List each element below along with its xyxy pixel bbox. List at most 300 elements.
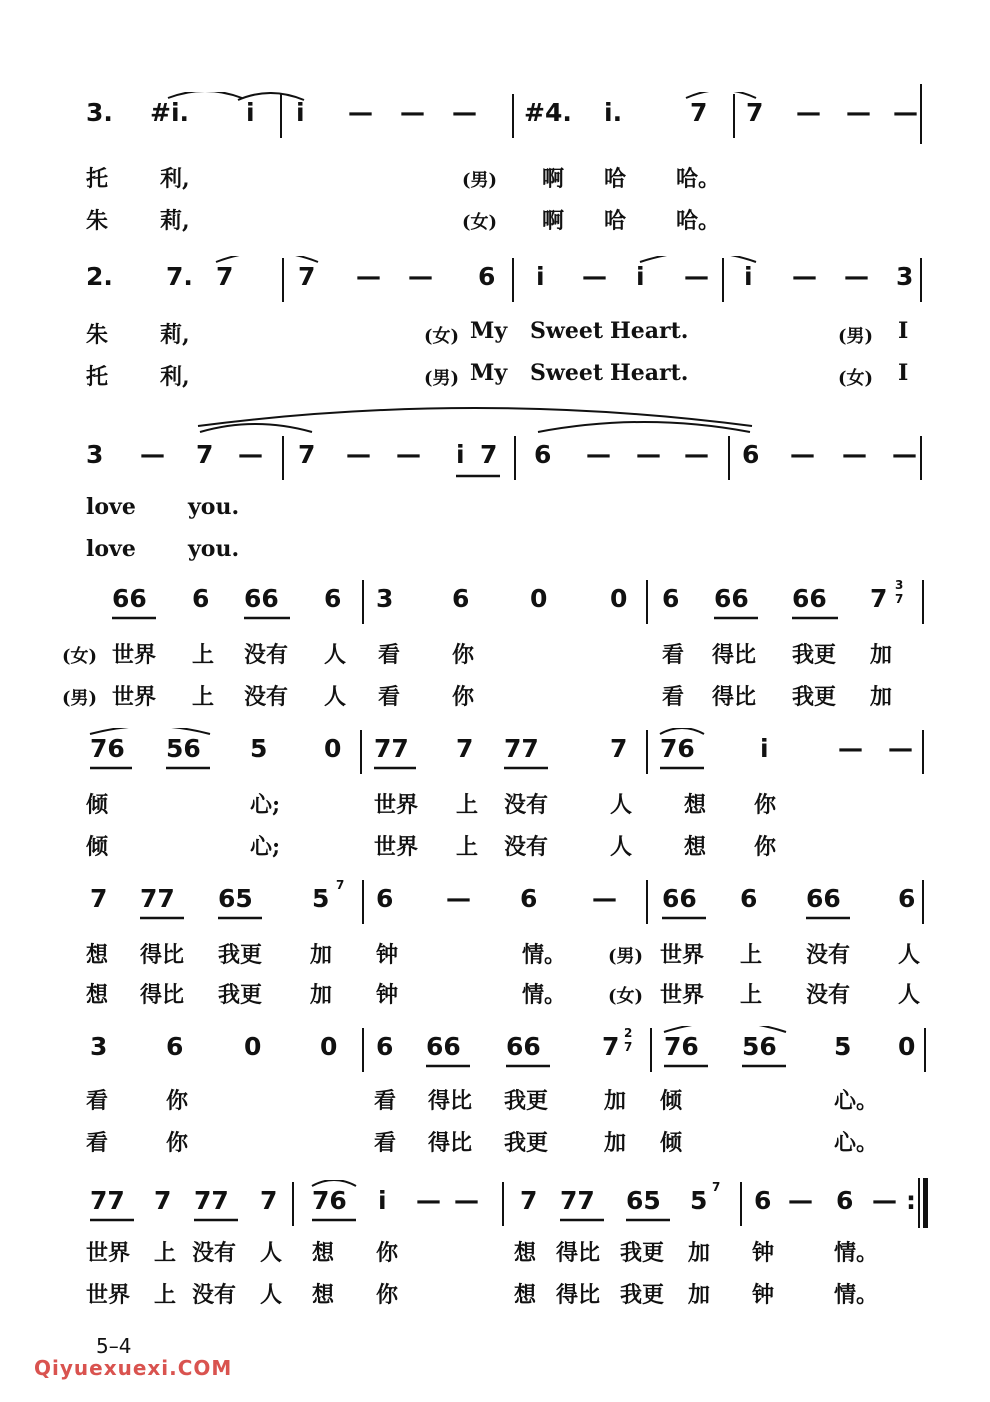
lyric: 世界 (660, 982, 705, 1008)
lyric: you. (188, 536, 240, 562)
lyric: 你 (376, 1240, 399, 1266)
lyric: 加 (310, 942, 333, 968)
lyric: you. (188, 494, 240, 520)
lyric-line-1 (0, 1078, 990, 1118)
note: 66 (792, 584, 827, 613)
notes-row (0, 578, 990, 626)
note: 77 (194, 1186, 229, 1215)
note: 3 (86, 440, 104, 469)
lyric: 朱 (86, 322, 109, 348)
lyric: 钟 (752, 1282, 775, 1308)
lyric: 得比 (140, 982, 185, 1008)
lyric: 加 (604, 1088, 627, 1114)
note: 0 (244, 1032, 262, 1061)
note: 76 (660, 734, 695, 763)
barline (362, 880, 364, 924)
note: 0 (530, 584, 548, 613)
note: i (744, 262, 753, 291)
dash: — (452, 98, 477, 127)
lyric-line-1 (0, 1230, 990, 1270)
note: 3 (376, 584, 394, 613)
lyric: 上 (740, 982, 763, 1008)
lyric: 人 (324, 642, 347, 668)
lyric: 钟 (376, 982, 399, 1008)
note: 7 (298, 440, 316, 469)
note: i (246, 98, 255, 127)
note: 0 (898, 1032, 916, 1061)
dash: — (684, 262, 709, 291)
lyric: 加 (870, 684, 893, 710)
note: 76 (312, 1186, 347, 1215)
lyric: 你 (166, 1130, 189, 1156)
grace-note: 2 (624, 1026, 633, 1040)
lyric: 得比 (556, 1240, 601, 1266)
barline (650, 1028, 652, 1072)
lyric: 没有 (192, 1282, 237, 1308)
barline (282, 258, 284, 302)
lyric: 加 (310, 982, 333, 1008)
lyric: 世界 (112, 642, 157, 668)
page-number: 5–4 (96, 1334, 132, 1358)
lyric: 你 (376, 1282, 399, 1308)
lyric: 没有 (244, 642, 289, 668)
lyric: (女) (462, 212, 498, 233)
lyric: love (86, 494, 136, 520)
note: 6 (192, 584, 210, 613)
lyric: 倾 (86, 792, 109, 818)
note: 7. (166, 262, 193, 291)
dash: — (796, 98, 821, 127)
grace-note: 7 (895, 592, 904, 606)
dash: — (446, 884, 471, 913)
dash: — (582, 262, 607, 291)
lyric: 世界 (660, 942, 705, 968)
note: 66 (506, 1032, 541, 1061)
note: 3. (86, 98, 113, 127)
lyric: 情。 (834, 1240, 879, 1266)
notes-row (0, 434, 990, 482)
lyric: 想 (312, 1282, 335, 1308)
barline (920, 436, 922, 480)
barline (502, 1182, 504, 1226)
lyric: 莉, (160, 208, 190, 234)
lyric: 心; (250, 792, 281, 818)
dash: — (408, 262, 433, 291)
lyric: 托 (86, 166, 109, 192)
note: 6 (898, 884, 916, 913)
notes-row (0, 878, 990, 926)
lyric: 心; (250, 834, 281, 860)
note: 6 (520, 884, 538, 913)
lyric: 你 (452, 642, 475, 668)
note: 7 (610, 734, 628, 763)
lyric-line-male (0, 354, 990, 394)
dash: — (788, 1186, 813, 1215)
lyric: 得比 (428, 1088, 473, 1114)
repeat-sign: : (906, 1186, 916, 1215)
lyric-line-male (0, 156, 990, 196)
lyric-line-2 (0, 1120, 990, 1160)
barline (728, 436, 730, 480)
lyric: 看 (378, 684, 401, 710)
lyric: 你 (754, 792, 777, 818)
lyric: 没有 (806, 982, 851, 1008)
lyric: 加 (870, 642, 893, 668)
note: 66 (244, 584, 279, 613)
note: 6 (324, 584, 342, 613)
notes-row (0, 1180, 990, 1228)
lyric: 情。 (834, 1282, 879, 1308)
lyric-line-female (0, 198, 990, 238)
note: 7 (154, 1186, 172, 1215)
grace-note: 7 (336, 878, 345, 892)
lyric: 上 (456, 834, 479, 860)
lyric: 没有 (244, 684, 289, 710)
lyric: 上 (154, 1282, 177, 1308)
lyric: 我更 (218, 982, 263, 1008)
note: 7 (90, 884, 108, 913)
note: 6 (754, 1186, 772, 1215)
lyric: 看 (86, 1130, 109, 1156)
dash: — (238, 440, 263, 469)
note: 5 (690, 1186, 708, 1215)
lyric: 我更 (792, 684, 837, 710)
lyric: 啊 (542, 208, 565, 234)
lyric: 得比 (556, 1282, 601, 1308)
note: 56 (166, 734, 201, 763)
note: i. (604, 98, 623, 127)
note: 7 (602, 1032, 620, 1061)
lyric: 朱 (86, 208, 109, 234)
lyric: 上 (192, 684, 215, 710)
lyric: 想 (684, 792, 707, 818)
lyric: 人 (260, 1282, 283, 1308)
lyric: 看 (662, 684, 685, 710)
lyric: 心。 (834, 1088, 879, 1114)
lyric: 世界 (374, 792, 419, 818)
underlines (0, 578, 990, 626)
dash: — (790, 440, 815, 469)
lyric: love (86, 536, 136, 562)
lyric: 我更 (504, 1130, 549, 1156)
barline (733, 94, 735, 138)
lyric-line-2 (0, 972, 990, 1012)
lyric: 想 (514, 1282, 537, 1308)
barline (646, 730, 648, 774)
note: 65 (626, 1186, 661, 1215)
note: 76 (90, 734, 125, 763)
lyric: 想 (86, 982, 109, 1008)
note: 7 (746, 98, 764, 127)
lyric: 利, (160, 364, 190, 390)
lyric: 我更 (620, 1240, 665, 1266)
lyric: 人 (898, 942, 921, 968)
note: 7 (520, 1186, 538, 1215)
lyric-line-1 (0, 782, 990, 822)
dash: — (346, 440, 371, 469)
barline (646, 580, 648, 624)
lyric: Heart. (610, 318, 689, 344)
dash: — (454, 1186, 479, 1215)
lyric: (男) (838, 326, 874, 347)
note: i (636, 262, 645, 291)
lyric: (男) (424, 368, 460, 389)
barline (740, 1182, 742, 1226)
lyric-line-female (0, 632, 990, 672)
lyric: 看 (662, 642, 685, 668)
note: 5 (250, 734, 268, 763)
lyric: 你 (754, 834, 777, 860)
barline-end (918, 1178, 920, 1228)
note: 7 (870, 584, 888, 613)
note: 66 (426, 1032, 461, 1061)
note: 7 (480, 440, 498, 469)
lyric: 钟 (752, 1240, 775, 1266)
lyric: 倾 (86, 834, 109, 860)
note: 0 (324, 734, 342, 763)
lyric: 托 (86, 364, 109, 390)
slurs (0, 92, 990, 140)
dash: — (636, 440, 661, 469)
lyric: 世界 (86, 1282, 131, 1308)
lyric: (男) (62, 688, 98, 709)
lyric: 没有 (192, 1240, 237, 1266)
lyric: Heart. (610, 360, 689, 386)
note: 65 (218, 884, 253, 913)
note: i (536, 262, 545, 291)
lyric: 得比 (140, 942, 185, 968)
note: 66 (714, 584, 749, 613)
lyric: 想 (312, 1240, 335, 1266)
note: 3 (896, 262, 914, 291)
dash: — (356, 262, 381, 291)
lyric: 哈 (604, 208, 627, 234)
lyric: 利, (160, 166, 190, 192)
lyric: 看 (378, 642, 401, 668)
lyric: 得比 (712, 684, 757, 710)
lyric-line-male (0, 674, 990, 714)
lyric: I (898, 360, 909, 386)
lyric: 想 (514, 1240, 537, 1266)
lyric: 我更 (218, 942, 263, 968)
note: 77 (504, 734, 539, 763)
lyric: 加 (688, 1240, 711, 1266)
note: 5 (312, 884, 330, 913)
lyric: 情。 (522, 942, 567, 968)
lyric-line-1 (0, 488, 990, 528)
barline (292, 1182, 294, 1226)
note: i (760, 734, 769, 763)
lyric: (女) (838, 368, 874, 389)
barline (362, 1028, 364, 1072)
note: 6 (742, 440, 760, 469)
barline (280, 94, 282, 138)
note: 66 (662, 884, 697, 913)
note: #i. (150, 98, 190, 127)
lyric: 没有 (504, 792, 549, 818)
note: 7 (260, 1186, 278, 1215)
barline (722, 258, 724, 302)
lyric: (女) (424, 326, 460, 347)
lyric: 人 (260, 1240, 283, 1266)
note: 0 (610, 584, 628, 613)
lyric: 世界 (86, 1240, 131, 1266)
barline (514, 436, 516, 480)
note: i (378, 1186, 387, 1215)
lyric: 加 (688, 1282, 711, 1308)
lyric-line-2 (0, 1272, 990, 1312)
lyric: 莉, (160, 322, 190, 348)
lyric: 你 (452, 684, 475, 710)
note: #4. (524, 98, 572, 127)
note: 0 (320, 1032, 338, 1061)
lyric: 世界 (112, 684, 157, 710)
lyric-line-1 (0, 932, 990, 972)
note: 7 (298, 262, 316, 291)
dash: — (842, 440, 867, 469)
lyric: 看 (374, 1130, 397, 1156)
lyric: 我更 (620, 1282, 665, 1308)
grace-note: 7 (712, 1180, 721, 1194)
dash: — (684, 440, 709, 469)
lyric: My (470, 318, 508, 344)
lyric-line-2 (0, 824, 990, 864)
lyric: 我更 (504, 1088, 549, 1114)
dash: — (838, 734, 863, 763)
note: i (296, 98, 305, 127)
barline (362, 580, 364, 624)
lyric-line-female (0, 312, 990, 352)
barline-end-thick (923, 1178, 928, 1228)
dash: — (416, 1186, 441, 1215)
barline (924, 1028, 926, 1072)
note: 77 (140, 884, 175, 913)
lyric: 得比 (428, 1130, 473, 1156)
lyric: 看 (374, 1088, 397, 1114)
lyric: 倾 (660, 1088, 683, 1114)
note: 6 (836, 1186, 854, 1215)
lyric: (女) (62, 646, 98, 667)
note: 7 (196, 440, 214, 469)
grace-note: 7 (624, 1040, 633, 1054)
lyric: 上 (192, 642, 215, 668)
dash: — (892, 440, 917, 469)
lyric: 想 (684, 834, 707, 860)
note: 66 (806, 884, 841, 913)
lyric: 想 (86, 942, 109, 968)
note: 6 (376, 1032, 394, 1061)
notes-row (0, 256, 990, 304)
dash: — (846, 98, 871, 127)
lyric: Sweet (530, 360, 603, 386)
dash: — (348, 98, 373, 127)
note: 7 (216, 262, 234, 291)
lyric: 世界 (374, 834, 419, 860)
note: 77 (374, 734, 409, 763)
lyric: I (898, 318, 909, 344)
lyric: 哈 (604, 166, 627, 192)
barline (922, 730, 924, 774)
lyric: 哈。 (676, 166, 721, 192)
note: 7 (456, 734, 474, 763)
note: 6 (376, 884, 394, 913)
dash: — (844, 262, 869, 291)
dash: — (140, 440, 165, 469)
lyric: 钟 (376, 942, 399, 968)
lyric: 啊 (542, 166, 565, 192)
note: 76 (664, 1032, 699, 1061)
lyric: Sweet (530, 318, 603, 344)
note: 77 (90, 1186, 125, 1215)
notes-row (0, 92, 990, 140)
dash: — (872, 1186, 897, 1215)
note: 6 (662, 584, 680, 613)
barline (512, 258, 514, 302)
dash: — (586, 440, 611, 469)
note: i (456, 440, 465, 469)
lyric: 心。 (834, 1130, 879, 1156)
lyric: (男) (462, 170, 498, 191)
note: 3 (90, 1032, 108, 1061)
lyric: 人 (610, 792, 633, 818)
lyric: 哈。 (676, 208, 721, 234)
lyric: 人 (610, 834, 633, 860)
dash: — (396, 440, 421, 469)
note: 6 (534, 440, 552, 469)
lyric: 情。 (522, 982, 567, 1008)
note: 2. (86, 262, 113, 291)
lyric: 人 (898, 982, 921, 1008)
note: 6 (452, 584, 470, 613)
barline (920, 84, 922, 144)
note: 5 (834, 1032, 852, 1061)
note: 6 (740, 884, 758, 913)
watermark: Qiyuexuexi.COM (34, 1356, 233, 1380)
lyric: 没有 (504, 834, 549, 860)
lyric: 我更 (792, 642, 837, 668)
barline (922, 880, 924, 924)
lyric: 上 (154, 1240, 177, 1266)
barline (646, 880, 648, 924)
note: 56 (742, 1032, 777, 1061)
grace-note: 3 (895, 578, 904, 592)
dash: — (888, 734, 913, 763)
barline (282, 436, 284, 480)
barline (920, 258, 922, 302)
lyric: 看 (86, 1088, 109, 1114)
lyric: 加 (604, 1130, 627, 1156)
lyric: 上 (456, 792, 479, 818)
lyric: My (470, 360, 508, 386)
lyric: 上 (740, 942, 763, 968)
note: 6 (166, 1032, 184, 1061)
note: 6 (478, 262, 496, 291)
lyric-line-2 (0, 530, 990, 570)
lyric: 没有 (806, 942, 851, 968)
dash: — (893, 98, 918, 127)
barline (512, 94, 514, 138)
lyric: 人 (324, 684, 347, 710)
lyric: 得比 (712, 642, 757, 668)
note: 66 (112, 584, 147, 613)
lyric: 倾 (660, 1130, 683, 1156)
barline (360, 730, 362, 774)
lyric: (女) (608, 986, 644, 1007)
dash: — (400, 98, 425, 127)
note: 77 (560, 1186, 595, 1215)
dash: — (792, 262, 817, 291)
lyric: (男) (608, 946, 644, 967)
